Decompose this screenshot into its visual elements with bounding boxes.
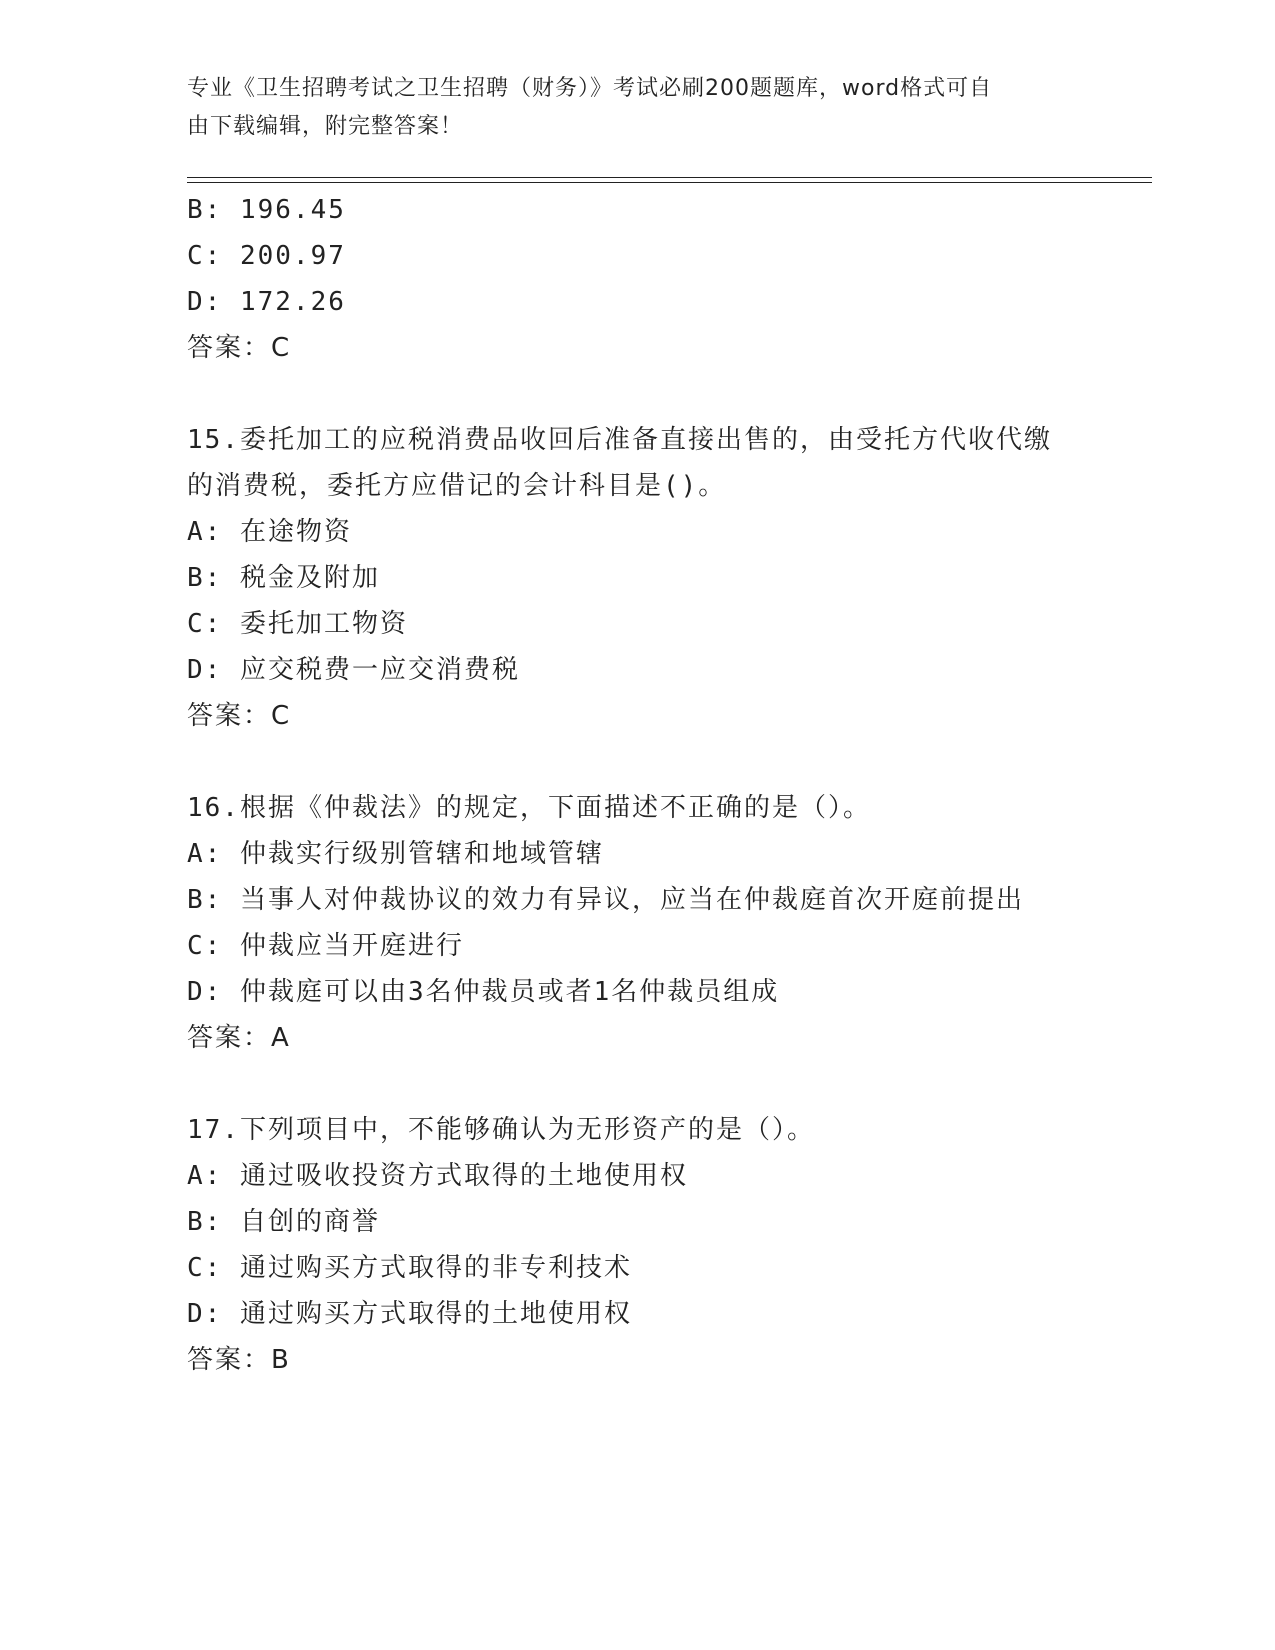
spacer bbox=[187, 371, 1147, 417]
question-17 bbox=[187, 1107, 1147, 1383]
answer: 答案：C bbox=[187, 333, 292, 363]
spacer bbox=[187, 739, 1147, 785]
header-divider-bottom bbox=[187, 182, 1152, 183]
question-stem-line: 的消费税，委托方应借记的会计科目是()。 bbox=[187, 471, 727, 501]
option-d: D: 通过购买方式取得的土地使用权 bbox=[187, 1299, 632, 1329]
option-b: B: 自创的商誉 bbox=[187, 1207, 380, 1237]
answer: 答案：C bbox=[187, 701, 292, 731]
option-a: A: 在途物资 bbox=[187, 517, 352, 547]
answer: 答案：B bbox=[187, 1345, 291, 1375]
question-16 bbox=[187, 785, 1147, 1061]
header-line-2: 由下载编辑，附完整答案！ bbox=[187, 114, 464, 139]
header-line-1: 专业《卫生招聘考试之卫生招聘（财务）》考试必刷200题题库，word格式可自 bbox=[187, 76, 993, 101]
option-c: C: 通过购买方式取得的非专利技术 bbox=[187, 1253, 632, 1283]
option-b: B: 196.45 bbox=[187, 195, 346, 225]
option-c: C: 仲裁应当开庭进行 bbox=[187, 931, 464, 961]
question-stem-line: 16.根据《仲裁法》的规定，下面描述不正确的是（）。 bbox=[187, 793, 871, 823]
question-partial bbox=[187, 187, 1147, 371]
option-c: C: 委托加工物资 bbox=[187, 609, 408, 639]
question-list bbox=[187, 187, 1147, 1383]
option-b: B: 税金及附加 bbox=[187, 563, 380, 593]
header-divider-top bbox=[187, 177, 1152, 178]
spacer bbox=[187, 1061, 1147, 1107]
option-b: B: 当事人对仲裁协议的效力有异议，应当在仲裁庭首次开庭前提出 bbox=[187, 885, 1024, 915]
option-c: C: 200.97 bbox=[187, 241, 346, 271]
question-15 bbox=[187, 417, 1147, 739]
question-stem-line: 17.下列项目中，不能够确认为无形资产的是（）。 bbox=[187, 1115, 815, 1145]
option-a: A: 通过吸收投资方式取得的土地使用权 bbox=[187, 1161, 688, 1191]
answer: 答案：A bbox=[187, 1023, 291, 1053]
question-stem-line: 15.委托加工的应税消费品收回后准备直接出售的，由受托方代收代缴 bbox=[187, 425, 1052, 455]
option-d: D: 172.26 bbox=[187, 287, 346, 317]
document-header bbox=[187, 70, 1067, 146]
option-d: D: 仲裁庭可以由3名仲裁员或者1名仲裁员组成 bbox=[187, 977, 780, 1007]
option-d: D: 应交税费一应交消费税 bbox=[187, 655, 520, 685]
option-a: A: 仲裁实行级别管辖和地域管辖 bbox=[187, 839, 604, 869]
